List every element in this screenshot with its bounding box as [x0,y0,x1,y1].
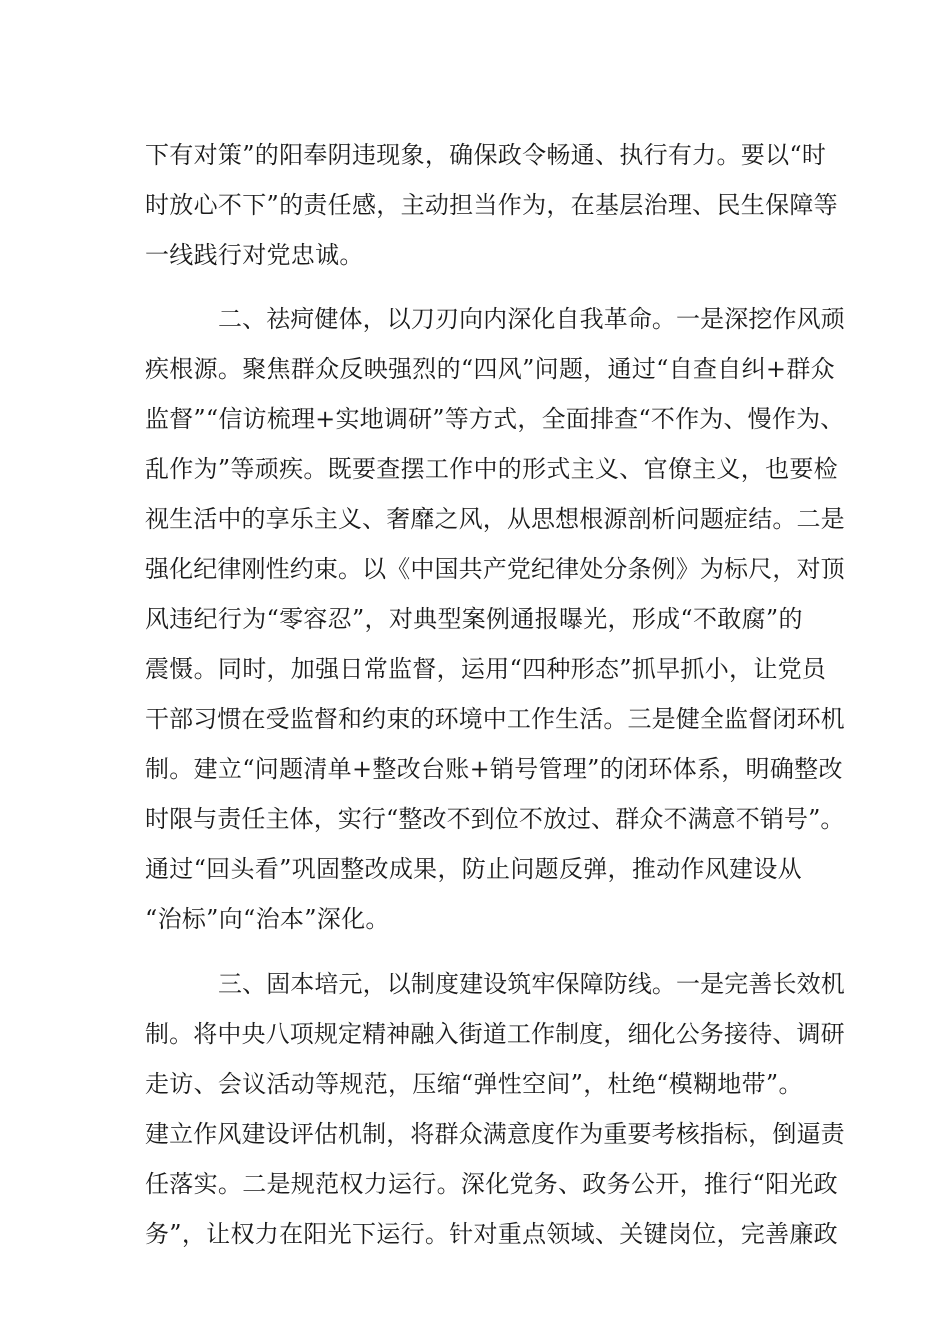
text-line: 建立作风建设评估机制，将群众满意度作为重要考核指标，倒逼责 [145,1120,845,1148]
text-line: 二、祛疴健体，以刀刃向内深化自我革命。一是深挖作风顽 [218,305,845,333]
text-line: 制。建立“问题清单+整改台账+销号管理”的闭环体系，明确整改 [145,755,843,783]
text-line: “治标”向“治本”深化。 [145,905,390,933]
text-line: 通过“回头看”巩固整改成果，防止问题反弹，推动作风建设从 [145,855,802,883]
text-line: 务”，让权力在阳光下运行。针对重点领域、关键岗位，完善廉政 [145,1220,838,1248]
text-line: 时放心不下”的责任感，主动担当作为，在基层治理、民生保障等 [145,191,838,219]
text-line: 走访、会议活动等规范，压缩“弹性空间”，杜绝“模糊地带”。 [145,1070,803,1098]
text-line: 下有对策”的阳奉阴违现象，确保政令畅通、执行有力。要以“时 [145,141,827,169]
text-line: 任落实。二是规范权力运行。深化党务、政务公开，推行“阳光政 [145,1170,838,1198]
text-line: 干部习惯在受监督和约束的环境中工作生活。三是健全监督闭环机 [145,705,845,733]
text-line: 视生活中的享乐主义、奢靡之风，从思想根源剖析问题症结。二是 [145,505,845,533]
text-line: 一线践行对党忠诚。 [145,241,364,269]
text-line: 强化纪律刚性约束。以《中国共产党纪律处分条例》为标尺，对顶 [145,555,845,583]
text-line: 制。将中央八项规定精神融入街道工作制度，细化公务接待、调研 [145,1020,845,1048]
text-line: 时限与责任主体，实行“整改不到位不放过、群众不满意不销号”。 [145,805,845,833]
text-line: 疾根源。聚焦群众反映强烈的“四风”问题，通过“自查自纠+群众 [145,355,835,383]
text-line: 震慑。同时，加强日常监督，运用“四种形态”抓早抓小，让党员 [145,655,827,683]
text-line: 乱作为”等顽疾。既要查摆工作中的形式主义、官僚主义，也要检 [145,455,838,483]
text-line: 监督”“信访梳理+实地调研”等方式，全面排查“不作为、慢作为、 [145,405,845,433]
text-line: 三、固本培元，以制度建设筑牢保障防线。一是完善长效机 [218,970,845,998]
text-line: 风违纪行为“零容忍”，对典型案例通报曝光，形成“不敢腐”的 [145,605,803,633]
